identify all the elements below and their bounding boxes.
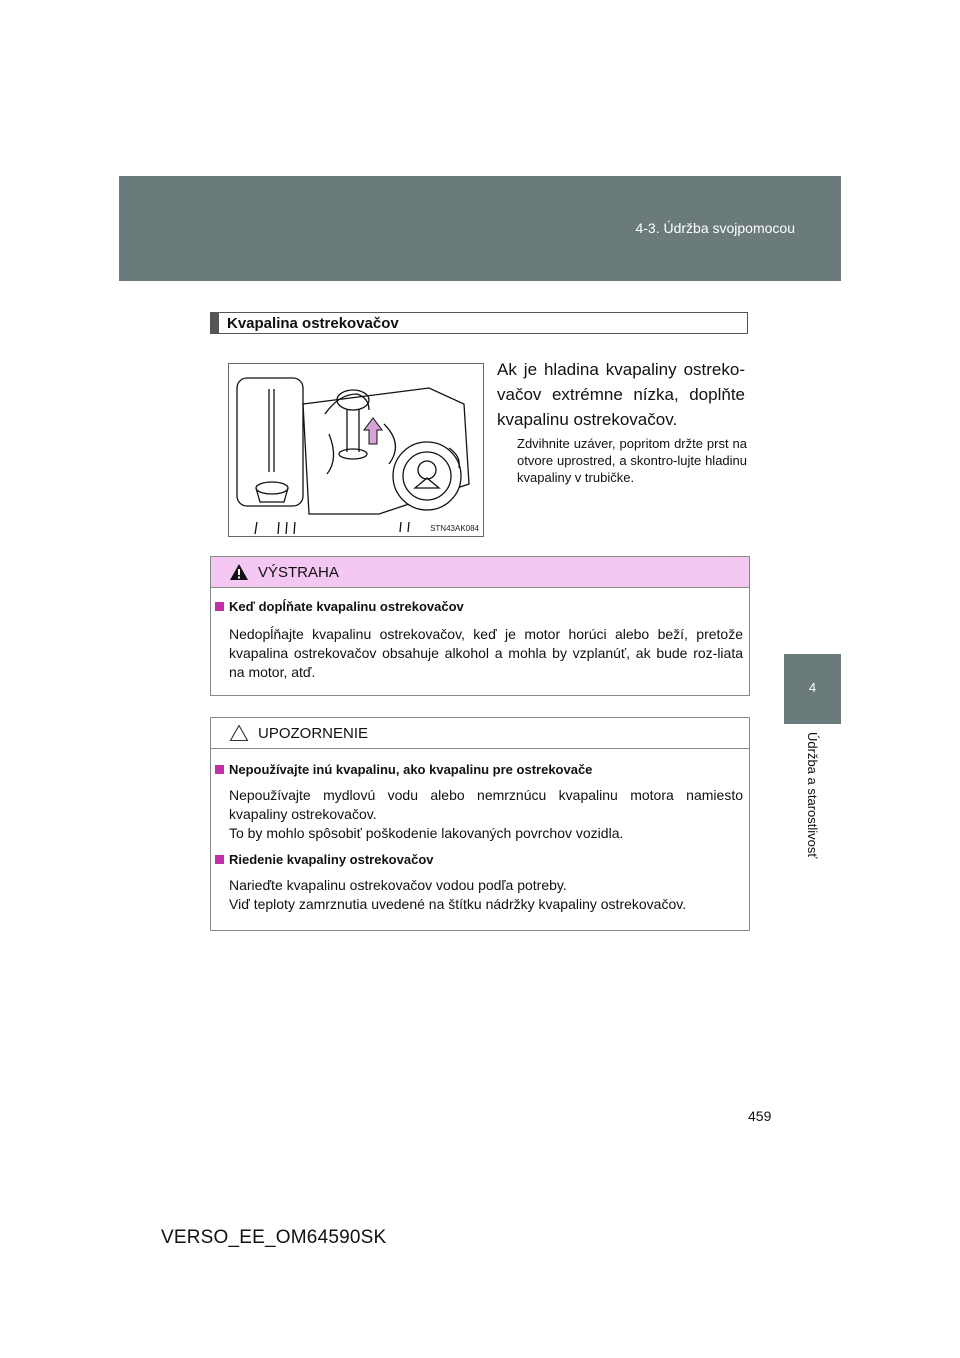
caution-item2-heading-text: Riedenie kvapaliny ostrekovačov [229, 852, 434, 867]
chapter-number: 4 [808, 680, 817, 695]
heading-marker [211, 313, 219, 333]
warning-title: VÝSTRAHA [258, 564, 339, 581]
intro-text: Ak je hladina kvapaliny ostreko-vačov extrémne nízka, doplňte kvapalinu ostrekovačov. [497, 360, 745, 429]
page-number: 459 [748, 1108, 772, 1124]
caution-item1-body [229, 786, 743, 843]
caution-item1-heading [215, 762, 592, 777]
warning-box [210, 556, 750, 696]
warning-header [211, 557, 749, 588]
caution-header [211, 718, 749, 749]
washer-fluid-illustration [228, 363, 484, 537]
document-code: VERSO_EE_OM64590SK [161, 1227, 387, 1248]
header-band [119, 176, 841, 281]
section-heading [210, 312, 748, 334]
caution-item1-body-line2: To by mohlo spôsobiť poškodenie lakovaných povrchov vozidla. [229, 825, 624, 841]
intro-subtext: Zdvihnite uzáver, popritom držte prst na otvore uprostred, a skontro-lujte hladinu kvapaliny v trubičke. [517, 436, 747, 485]
figure-code: STN43AK084 [430, 524, 479, 533]
caution-title: UPOZORNENIE [258, 725, 369, 742]
section-heading-text: Kvapalina ostrekovačov [227, 315, 399, 332]
bullet-square-icon [215, 602, 224, 611]
caution-item2-heading [215, 852, 433, 867]
caution-box [210, 717, 750, 931]
chapter-tab [784, 654, 841, 724]
warning-triangle-icon [229, 563, 249, 581]
warning-item-heading-text: Keď dopĺňate kvapalinu ostrekovačov [229, 599, 464, 614]
caution-item2-body-line2: Viď teploty zamrznutia uvedené na štítku nádržky kvapaliny ostrekovačov. [229, 896, 687, 912]
warning-item-body: Nedopĺňajte kvapalinu ostrekovačov, keď je motor horúci alebo beží, pretože kvapalina ostrekovačov obsahuje alkohol a mohla by vzplanúť, ak bude roz-liata na motor, atď. [229, 626, 743, 680]
caution-triangle-icon [229, 724, 249, 742]
caution-item1-body-line1: Nepoužívajte mydlovú vodu alebo nemrznúcu kvapalinu motora namiesto kvapaliny ostrekovačov. [229, 787, 743, 822]
warning-item-heading [215, 599, 464, 614]
section-title-header: 4-3. Údržba svojpomocou [635, 220, 795, 236]
caution-item1-heading-text: Nepoužívajte inú kvapalinu, ako kvapalinu pre ostrekovače [229, 762, 593, 777]
illustration-drawing [229, 364, 483, 536]
chapter-label: Údržba a starostlivosť [805, 732, 820, 859]
caution-item2-body-line1: Narieďte kvapalinu ostrekovačov vodou podľa potreby. [229, 877, 567, 893]
bullet-square-icon [215, 765, 224, 774]
caution-item2-body [229, 876, 743, 914]
bullet-square-icon [215, 855, 224, 864]
